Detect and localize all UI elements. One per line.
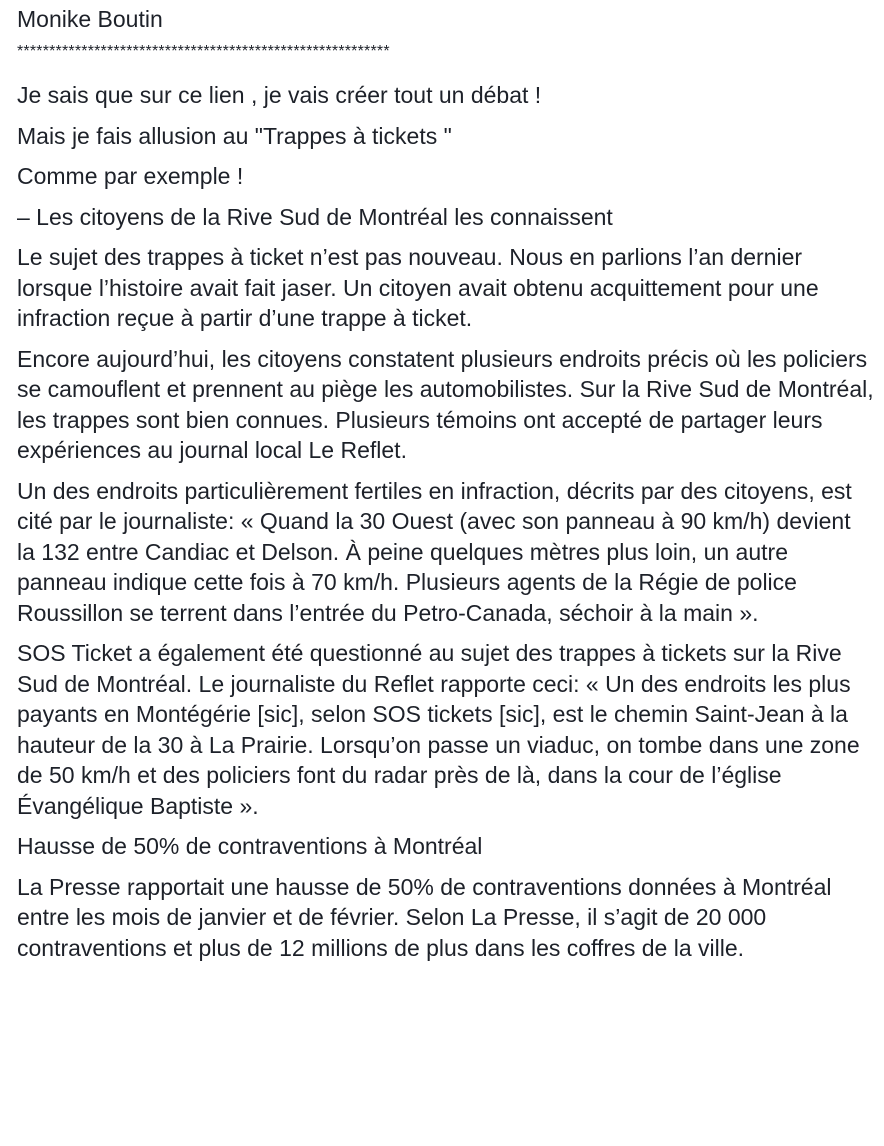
paragraph-places: Un des endroits particulièrement fertiles en infraction, décrits par des citoyens, est cité par le journaliste: « Quand la 30 Ouest (avec son panneau à 90 km/h) devient la 132 entre Candiac et Delson. À peine quelques mètres plus loin, un autre panneau indique cette fois à 70 km/h. Plusieurs agents de la Régie de police Roussillon se terrent dans l’entrée du Petro-Canada, séchoir à la main ». [17, 477, 852, 626]
paragraph-heading-hausse: Hausse de 50% de contraventions à Montréal [17, 833, 483, 859]
paragraph-rive-sud: – Les citoyens de la Rive Sud de Montréal les connaissent [17, 203, 613, 230]
author-name: Monike Boutin [17, 6, 163, 32]
paragraph-intro: Je sais que sur ce lien , je vais créer tout un débat ! [17, 82, 542, 108]
paragraph-sos-ticket: SOS Ticket a également été questionné au sujet des trappes à tickets sur la Rive Sud de Montréal. Le journaliste du Reflet rapporte ceci: « Un des endroits les plus payants en Montégérie [sic], selon SOS tickets [sic], est le chemin Saint-Jean à la hauteur de la 30 à La Prairie. Lorsqu’on passe un viaduc, on tombe dans une zone de 50 km/h et des policiers font du radar près de là, dans la cour de l’église Évangélique Baptiste ». [17, 640, 860, 819]
paragraph-la-presse: La Presse rapportait une hausse de 50% de contraventions données à Montréal entre les mois de janvier et de février. Selon La Presse, il s’agit de 20 000 contraventions et plus de 12 millions de plus dans les coffres de la ville. [17, 873, 832, 961]
paragraph-today: Encore aujourd’hui, les citoyens constatent plusieurs endroits précis où les policiers se camouflent et prennent au piège les automobilistes. Sur la Rive Sud de Montréal, les trappes sont bien connues. Plusieurs témoins ont accepté de partager leurs expériences au journal local Le Reflet. [17, 345, 874, 463]
paragraph-allusion: Mais je fais allusion au "Trappes à tickets " [17, 122, 452, 149]
separator-line: ********************************************************** [17, 43, 390, 60]
paragraph-example: Comme par exemple ! [17, 163, 244, 189]
paragraph-subject: Le sujet des trappes à ticket n’est pas nouveau. Nous en parlions l’an dernier lorsque l’histoire avait fait jaser. Un citoyen avait obtenu acquittement pour une infraction reçue à partir d’une trappe à ticket. [17, 244, 819, 331]
